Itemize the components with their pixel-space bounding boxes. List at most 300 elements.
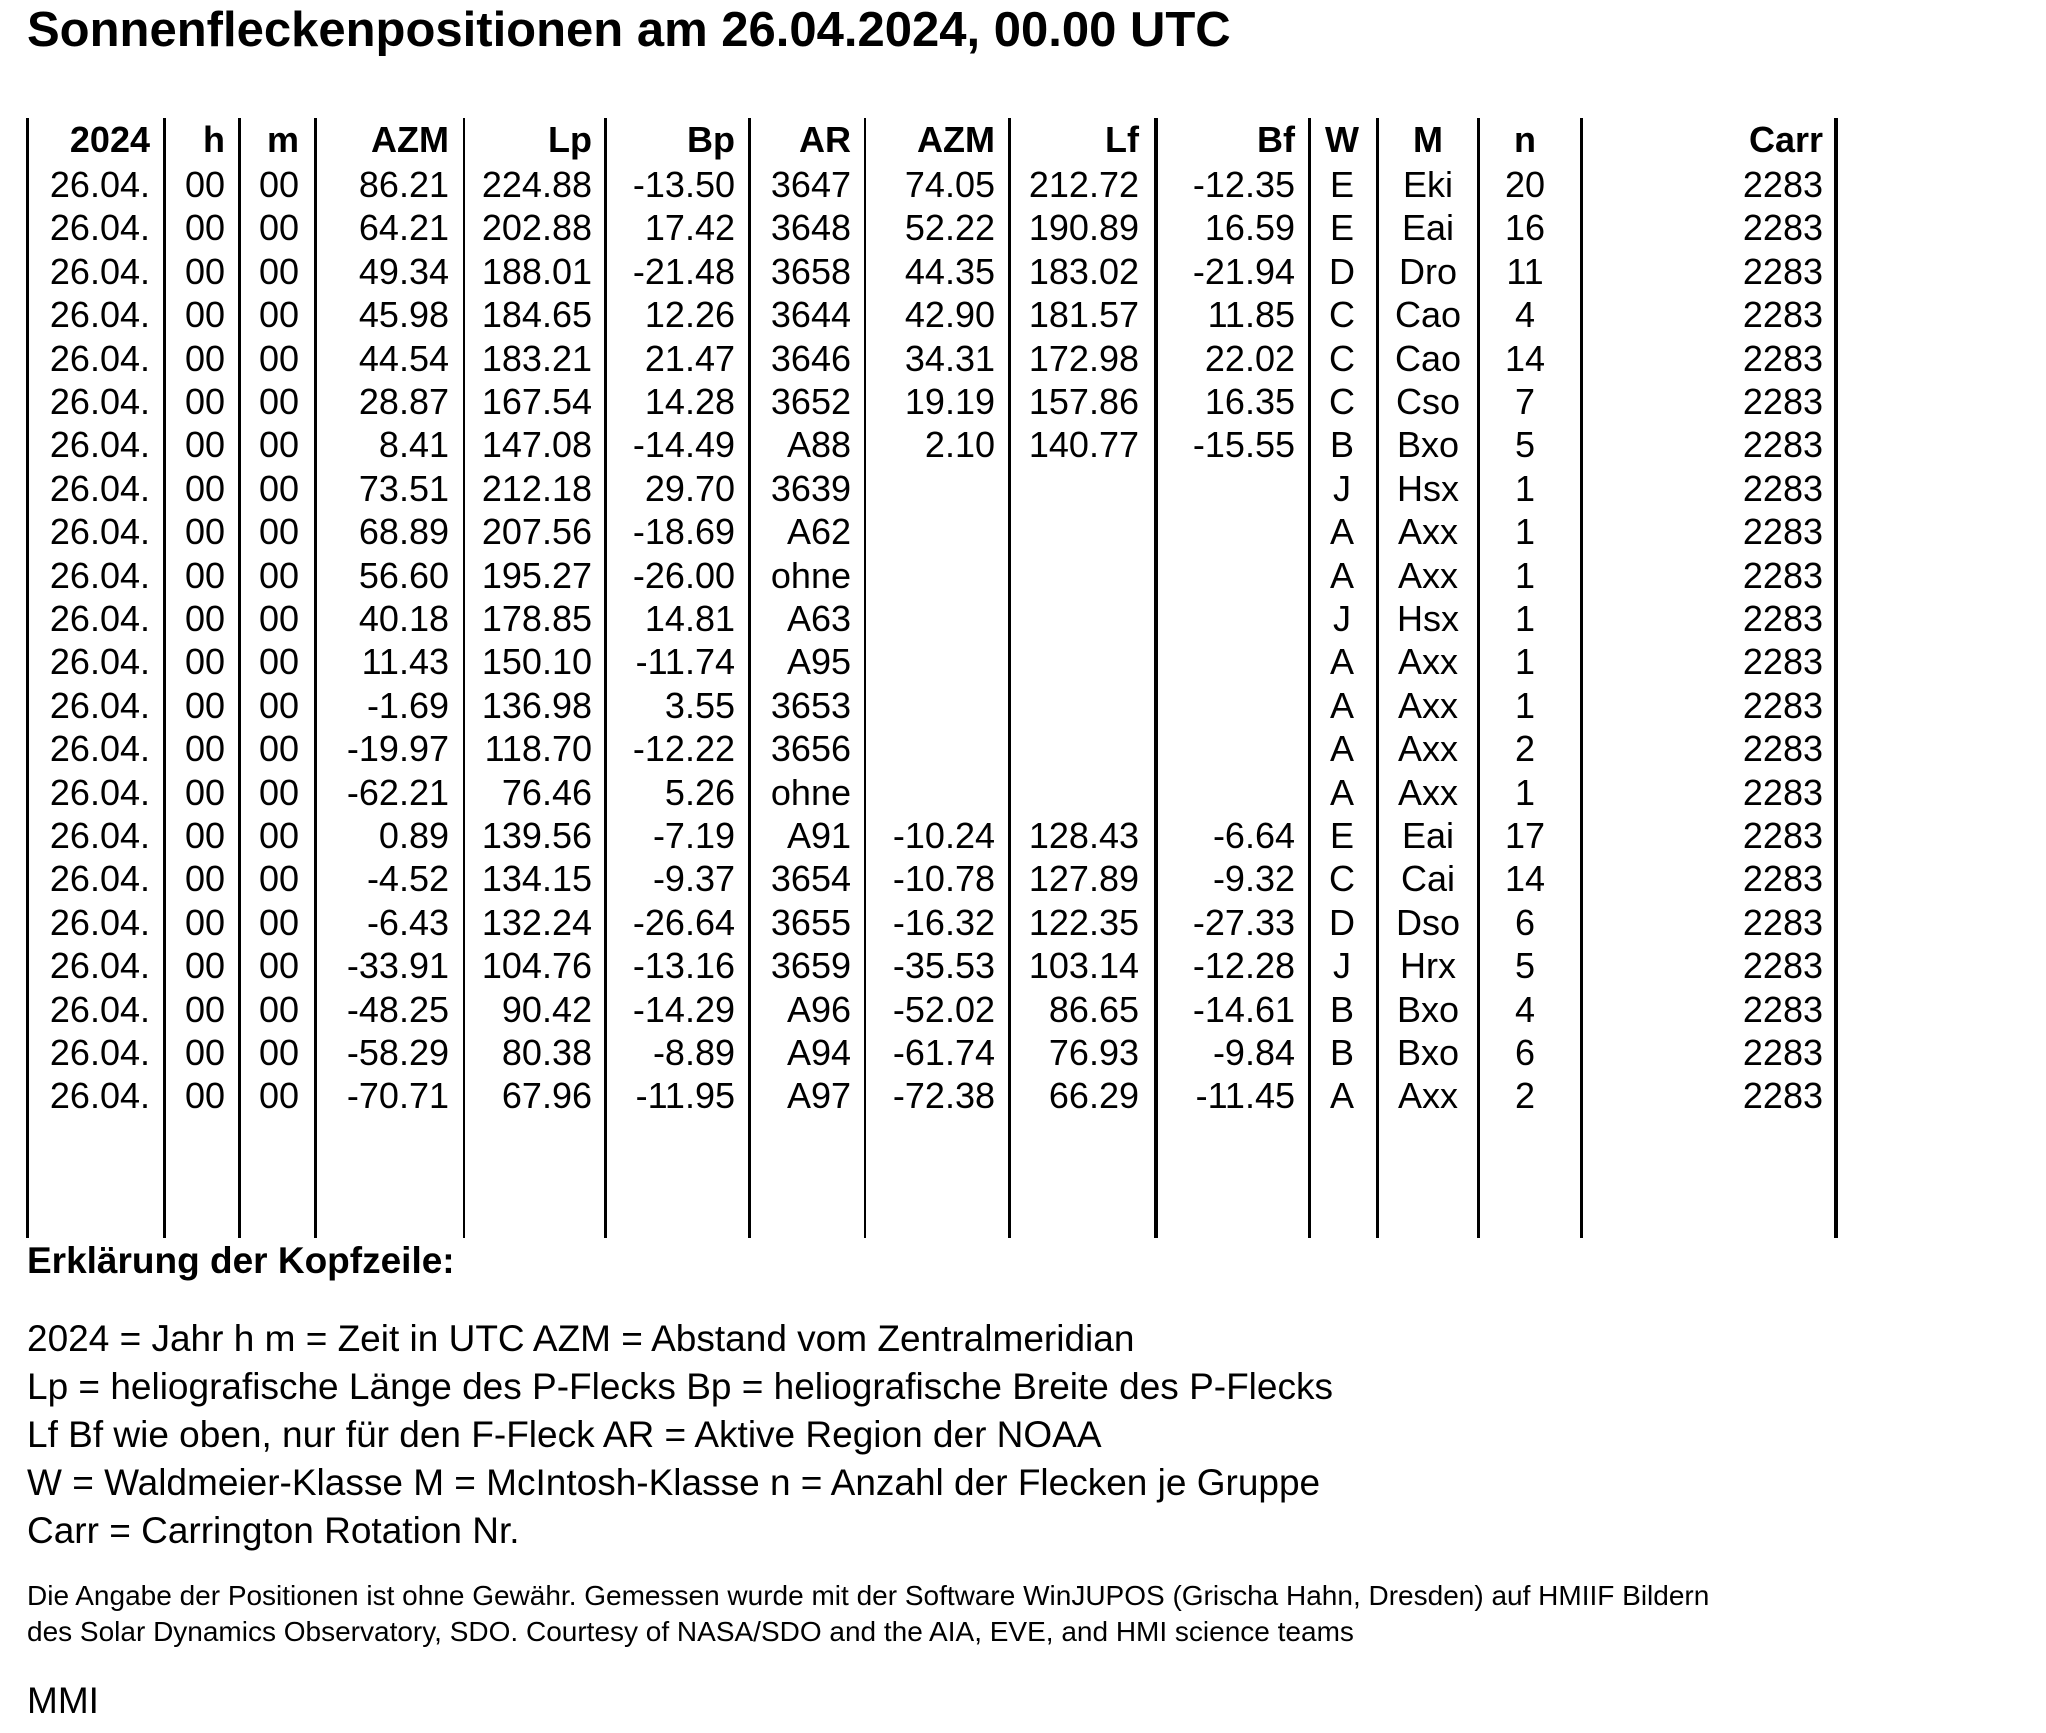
cell-h: 00 bbox=[184, 989, 225, 1030]
column-header-lp: Lp bbox=[548, 119, 592, 160]
cell-carr: 2283 bbox=[1742, 641, 1823, 682]
cell-azm-f: 19.19 bbox=[904, 381, 995, 422]
cell-ar: 3646 bbox=[770, 338, 851, 379]
cell-bp: -11.95 bbox=[635, 1075, 735, 1116]
cell-year: 26.04. bbox=[49, 381, 150, 422]
page-title: Sonnenfleckenpositionen am 26.04.2024, 00.00 UTC bbox=[27, 3, 1231, 57]
cell-m: 00 bbox=[258, 1075, 299, 1116]
cell-bp: 17.42 bbox=[644, 207, 735, 248]
cell-lp: 80.38 bbox=[501, 1032, 592, 1073]
column-header-m-class: M bbox=[1413, 119, 1443, 160]
cell-w: A bbox=[1329, 555, 1354, 596]
column-header-h: h bbox=[203, 119, 225, 160]
column-header-m: m bbox=[266, 119, 299, 160]
cell-n: 1 bbox=[1514, 555, 1536, 596]
cell-lf: 128.43 bbox=[1028, 815, 1139, 856]
cell-bp: -13.50 bbox=[632, 164, 735, 205]
cell-n: 20 bbox=[1504, 164, 1546, 205]
cell-m: 00 bbox=[258, 207, 299, 248]
cell-lf: 140.77 bbox=[1028, 424, 1139, 465]
cell-azm-f: -72.38 bbox=[892, 1075, 995, 1116]
cell-w: A bbox=[1329, 511, 1354, 552]
cell-bp: -11.74 bbox=[635, 641, 735, 682]
cell-m: 00 bbox=[258, 251, 299, 292]
cell-bf: -27.33 bbox=[1192, 902, 1295, 943]
cell-carr: 2283 bbox=[1742, 902, 1823, 943]
cell-ar: A91 bbox=[786, 815, 851, 856]
cell-year: 26.04. bbox=[49, 251, 150, 292]
cell-lp: 212.18 bbox=[481, 468, 592, 509]
cell-lf: 190.89 bbox=[1028, 207, 1139, 248]
cell-n: 7 bbox=[1514, 381, 1536, 422]
cell-azm-p: 56.60 bbox=[358, 555, 449, 596]
legend-line: 2024 = Jahr h m = Zeit in UTC AZM = Abstand vom Zentralmeridian bbox=[27, 1318, 1135, 1359]
column-header-bp: Bp bbox=[687, 119, 735, 160]
cell-m-class: Cso bbox=[1395, 381, 1461, 422]
cell-ar: 3654 bbox=[770, 858, 851, 899]
cell-azm-p: -1.69 bbox=[366, 685, 449, 726]
cell-m: 00 bbox=[258, 468, 299, 509]
cell-azm-p: 64.21 bbox=[358, 207, 449, 248]
cell-h: 00 bbox=[184, 381, 225, 422]
cell-bp: -21.48 bbox=[632, 251, 735, 292]
cell-bf: 11.85 bbox=[1207, 294, 1295, 335]
cell-azm-p: -48.25 bbox=[346, 989, 449, 1030]
cell-azm-f: -10.78 bbox=[892, 858, 995, 899]
cell-year: 26.04. bbox=[49, 555, 150, 596]
cell-azm-f: -61.74 bbox=[892, 1032, 995, 1073]
cell-azm-f: -16.32 bbox=[892, 902, 995, 943]
cell-year: 26.04. bbox=[49, 598, 150, 639]
cell-w: A bbox=[1329, 641, 1354, 682]
cell-h: 00 bbox=[184, 251, 225, 292]
cell-w: D bbox=[1329, 251, 1355, 292]
cell-lf: 103.14 bbox=[1028, 945, 1139, 986]
cell-n: 1 bbox=[1514, 772, 1536, 813]
cell-carr: 2283 bbox=[1742, 511, 1823, 552]
cell-w: E bbox=[1329, 815, 1354, 856]
cell-h: 00 bbox=[184, 338, 225, 379]
cell-azm-p: 8.41 bbox=[378, 424, 449, 465]
cell-m: 00 bbox=[258, 338, 299, 379]
cell-m: 00 bbox=[258, 685, 299, 726]
cell-carr: 2283 bbox=[1742, 164, 1823, 205]
table-row bbox=[26, 686, 1842, 726]
cell-w: A bbox=[1329, 728, 1354, 769]
cell-m: 00 bbox=[258, 555, 299, 596]
cell-lf: 212.72 bbox=[1028, 164, 1139, 205]
cell-azm-p: -70.71 bbox=[346, 1075, 449, 1116]
cell-h: 00 bbox=[184, 511, 225, 552]
cell-bf: -6.64 bbox=[1212, 815, 1295, 856]
cell-h: 00 bbox=[184, 945, 225, 986]
cell-m: 00 bbox=[258, 424, 299, 465]
cell-year: 26.04. bbox=[49, 164, 150, 205]
cell-h: 00 bbox=[184, 598, 225, 639]
cell-n: 1 bbox=[1514, 685, 1536, 726]
cell-azm-f: 42.90 bbox=[904, 294, 995, 335]
cell-m: 00 bbox=[258, 511, 299, 552]
cell-m-class: Axx bbox=[1397, 641, 1458, 682]
legend-line: Carr = Carrington Rotation Nr. bbox=[27, 1510, 520, 1551]
cell-azm-p: 0.89 bbox=[378, 815, 449, 856]
table-row bbox=[26, 512, 1842, 552]
cell-m-class: Hrx bbox=[1400, 945, 1456, 986]
cell-m: 00 bbox=[258, 381, 299, 422]
cell-lf: 181.57 bbox=[1028, 294, 1139, 335]
cell-m: 00 bbox=[258, 815, 299, 856]
cell-bp: 14.81 bbox=[644, 598, 735, 639]
cell-year: 26.04. bbox=[49, 424, 150, 465]
cell-bf: 22.02 bbox=[1204, 338, 1295, 379]
cell-n: 17 bbox=[1504, 815, 1546, 856]
cell-carr: 2283 bbox=[1742, 207, 1823, 248]
cell-n: 4 bbox=[1514, 989, 1536, 1030]
cell-lp: 178.85 bbox=[481, 598, 592, 639]
cell-azm-p: -6.43 bbox=[366, 902, 449, 943]
cell-w: D bbox=[1329, 902, 1355, 943]
cell-m: 00 bbox=[258, 294, 299, 335]
cell-bf: -21.94 bbox=[1192, 251, 1295, 292]
table-row bbox=[26, 165, 1842, 205]
cell-bp: 5.26 bbox=[664, 772, 735, 813]
cell-bf: -9.32 bbox=[1212, 858, 1295, 899]
cell-h: 00 bbox=[184, 207, 225, 248]
table-row bbox=[26, 469, 1842, 509]
cell-m-class: Cai bbox=[1400, 858, 1456, 899]
cell-h: 00 bbox=[184, 468, 225, 509]
cell-lf: 127.89 bbox=[1028, 858, 1139, 899]
cell-n: 5 bbox=[1514, 424, 1536, 465]
cell-bp: -8.89 bbox=[652, 1032, 735, 1073]
cell-m-class: Axx bbox=[1397, 728, 1458, 769]
cell-bp: 3.55 bbox=[664, 685, 735, 726]
cell-w: A bbox=[1329, 685, 1354, 726]
cell-n: 1 bbox=[1514, 511, 1536, 552]
cell-lp: 150.10 bbox=[481, 641, 592, 682]
cell-azm-p: 28.87 bbox=[358, 381, 449, 422]
cell-w: A bbox=[1329, 1075, 1354, 1116]
cell-carr: 2283 bbox=[1742, 1075, 1823, 1116]
cell-n: 4 bbox=[1514, 294, 1536, 335]
cell-ar: 3658 bbox=[770, 251, 851, 292]
cell-ar: 3639 bbox=[770, 468, 851, 509]
cell-carr: 2283 bbox=[1742, 858, 1823, 899]
cell-lp: 147.08 bbox=[481, 424, 592, 465]
cell-ar: A63 bbox=[786, 598, 851, 639]
legend-line: W = Waldmeier-Klasse M = McIntosh-Klasse n = Anzahl der Flecken je Gruppe bbox=[27, 1462, 1321, 1503]
cell-lf: 157.86 bbox=[1028, 381, 1139, 422]
cell-n: 14 bbox=[1504, 338, 1546, 379]
cell-lf: 172.98 bbox=[1028, 338, 1139, 379]
cell-bp: -12.22 bbox=[632, 728, 735, 769]
cell-n: 1 bbox=[1514, 598, 1536, 639]
table-row bbox=[26, 773, 1842, 813]
cell-ar: A62 bbox=[786, 511, 851, 552]
column-header-w: W bbox=[1325, 119, 1359, 160]
table-row bbox=[26, 295, 1842, 335]
cell-w: A bbox=[1329, 772, 1354, 813]
cell-lp: 183.21 bbox=[481, 338, 592, 379]
column-header-carr: Carr bbox=[1748, 119, 1823, 160]
cell-ar: 3653 bbox=[770, 685, 851, 726]
cell-azm-p: -4.52 bbox=[366, 858, 449, 899]
cell-h: 00 bbox=[184, 555, 225, 596]
cell-ar: 3648 bbox=[770, 207, 851, 248]
cell-m-class: Dro bbox=[1398, 251, 1457, 292]
cell-w: B bbox=[1329, 1032, 1354, 1073]
cell-bp: -9.37 bbox=[652, 858, 735, 899]
cell-azm-f: -10.24 bbox=[892, 815, 995, 856]
cell-ar: ohne bbox=[770, 555, 851, 596]
cell-m-class: Axx bbox=[1397, 511, 1458, 552]
cell-m-class: Bxo bbox=[1396, 1032, 1460, 1073]
cell-bf: -12.28 bbox=[1192, 945, 1295, 986]
cell-h: 00 bbox=[184, 1032, 225, 1073]
cell-azm-p: 45.98 bbox=[358, 294, 449, 335]
cell-bp: -13.16 bbox=[632, 945, 735, 986]
table-row bbox=[26, 339, 1842, 379]
cell-carr: 2283 bbox=[1742, 685, 1823, 726]
cell-lf: 183.02 bbox=[1028, 251, 1139, 292]
cell-m-class: Dso bbox=[1395, 902, 1461, 943]
cell-carr: 2283 bbox=[1742, 251, 1823, 292]
cell-bf: -15.55 bbox=[1192, 424, 1295, 465]
cell-lp: 136.98 bbox=[481, 685, 592, 726]
cell-lp: 76.46 bbox=[501, 772, 592, 813]
cell-lp: 67.96 bbox=[501, 1075, 592, 1116]
cell-h: 00 bbox=[184, 294, 225, 335]
cell-m-class: Axx bbox=[1397, 772, 1458, 813]
cell-year: 26.04. bbox=[49, 989, 150, 1030]
table-row bbox=[26, 903, 1842, 943]
cell-w: E bbox=[1329, 207, 1354, 248]
author-signature: MMI bbox=[27, 1680, 99, 1721]
cell-n: 16 bbox=[1504, 207, 1546, 248]
cell-lf: 76.93 bbox=[1048, 1032, 1139, 1073]
cell-m: 00 bbox=[258, 1032, 299, 1073]
cell-lp: 195.27 bbox=[481, 555, 592, 596]
cell-carr: 2283 bbox=[1742, 1032, 1823, 1073]
cell-lp: 207.56 bbox=[481, 511, 592, 552]
cell-azm-f: 34.31 bbox=[904, 338, 995, 379]
cell-carr: 2283 bbox=[1742, 424, 1823, 465]
cell-carr: 2283 bbox=[1742, 381, 1823, 422]
cell-ar: A95 bbox=[786, 641, 851, 682]
cell-ar: A94 bbox=[786, 1032, 851, 1073]
cell-azm-p: -58.29 bbox=[346, 1032, 449, 1073]
cell-year: 26.04. bbox=[49, 772, 150, 813]
cell-m-class: Cao bbox=[1394, 294, 1462, 335]
cell-w: C bbox=[1329, 858, 1355, 899]
cell-lp: 104.76 bbox=[481, 945, 592, 986]
cell-ar: 3647 bbox=[770, 164, 851, 205]
cell-m-class: Cao bbox=[1394, 338, 1462, 379]
column-header-year: 2024 bbox=[69, 119, 150, 160]
cell-year: 26.04. bbox=[49, 815, 150, 856]
cell-bp: 12.26 bbox=[644, 294, 735, 335]
cell-w: J bbox=[1333, 598, 1351, 639]
table-row bbox=[26, 556, 1842, 596]
legend-line: Lf Bf wie oben, nur für den F-Fleck AR = Aktive Region der NOAA bbox=[27, 1414, 1102, 1455]
legend-line: Lp = heliografische Länge des P-Flecks Bp = heliografische Breite des P-Flecks bbox=[27, 1366, 1333, 1407]
cell-n: 14 bbox=[1504, 858, 1546, 899]
cell-azm-f: 74.05 bbox=[904, 164, 995, 205]
cell-azm-p: -62.21 bbox=[346, 772, 449, 813]
cell-w: J bbox=[1333, 945, 1351, 986]
cell-bf: -9.84 bbox=[1212, 1032, 1295, 1073]
cell-lp: 184.65 bbox=[481, 294, 592, 335]
cell-azm-p: -33.91 bbox=[346, 945, 449, 986]
cell-year: 26.04. bbox=[49, 207, 150, 248]
cell-carr: 2283 bbox=[1742, 945, 1823, 986]
cell-year: 26.04. bbox=[49, 468, 150, 509]
cell-carr: 2283 bbox=[1742, 598, 1823, 639]
cell-m-class: Bxo bbox=[1396, 989, 1460, 1030]
cell-azm-f: -52.02 bbox=[892, 989, 995, 1030]
table-row bbox=[26, 1076, 1842, 1116]
cell-azm-p: 11.43 bbox=[361, 641, 449, 682]
sunspot-table bbox=[26, 118, 1842, 1238]
column-header-bf: Bf bbox=[1257, 119, 1295, 160]
cell-carr: 2283 bbox=[1742, 772, 1823, 813]
table-row bbox=[26, 642, 1842, 682]
cell-m-class: Hsx bbox=[1397, 598, 1459, 639]
cell-ar: 3656 bbox=[770, 728, 851, 769]
cell-m-class: Axx bbox=[1397, 685, 1458, 726]
cell-lp: 224.88 bbox=[481, 164, 592, 205]
cell-lp: 132.24 bbox=[481, 902, 592, 943]
cell-bf: 16.59 bbox=[1204, 207, 1295, 248]
cell-lf: 66.29 bbox=[1048, 1075, 1139, 1116]
cell-ar: A97 bbox=[786, 1075, 851, 1116]
cell-m-class: Axx bbox=[1397, 555, 1458, 596]
cell-bf: 16.35 bbox=[1204, 381, 1295, 422]
cell-year: 26.04. bbox=[49, 511, 150, 552]
table-row bbox=[26, 599, 1842, 639]
cell-bp: 29.70 bbox=[644, 468, 735, 509]
column-header-azm-f: AZM bbox=[917, 119, 995, 160]
cell-lf: 122.35 bbox=[1028, 902, 1139, 943]
cell-year: 26.04. bbox=[49, 945, 150, 986]
table-row bbox=[26, 859, 1842, 899]
cell-n: 1 bbox=[1514, 641, 1536, 682]
cell-h: 00 bbox=[184, 685, 225, 726]
cell-w: E bbox=[1329, 164, 1354, 205]
cell-lf: 86.65 bbox=[1048, 989, 1139, 1030]
cell-carr: 2283 bbox=[1742, 555, 1823, 596]
cell-bp: -14.49 bbox=[632, 424, 735, 465]
cell-n: 11 bbox=[1506, 251, 1544, 292]
cell-w: B bbox=[1329, 989, 1354, 1030]
cell-azm-p: 40.18 bbox=[358, 598, 449, 639]
table-row bbox=[26, 252, 1842, 292]
cell-azm-p: -19.97 bbox=[346, 728, 449, 769]
cell-m: 00 bbox=[258, 772, 299, 813]
cell-ar: A88 bbox=[786, 424, 851, 465]
cell-bf: -14.61 bbox=[1192, 989, 1295, 1030]
cell-m: 00 bbox=[258, 858, 299, 899]
cell-m: 00 bbox=[258, 902, 299, 943]
cell-bp: 14.28 bbox=[644, 381, 735, 422]
cell-m: 00 bbox=[258, 641, 299, 682]
cell-azm-f: 2.10 bbox=[924, 424, 995, 465]
table-row bbox=[26, 729, 1842, 769]
cell-w: C bbox=[1329, 338, 1355, 379]
cell-year: 26.04. bbox=[49, 685, 150, 726]
cell-lp: 202.88 bbox=[481, 207, 592, 248]
cell-lp: 90.42 bbox=[501, 989, 592, 1030]
cell-bp: -26.64 bbox=[632, 902, 735, 943]
cell-m: 00 bbox=[258, 598, 299, 639]
cell-azm-p: 68.89 bbox=[358, 511, 449, 552]
table-row bbox=[26, 1033, 1842, 1073]
cell-m: 00 bbox=[258, 989, 299, 1030]
cell-h: 00 bbox=[184, 772, 225, 813]
cell-azm-p: 44.54 bbox=[358, 338, 449, 379]
table-row bbox=[26, 816, 1842, 856]
cell-w: B bbox=[1329, 424, 1354, 465]
cell-n: 1 bbox=[1514, 468, 1536, 509]
column-header-azm-p: AZM bbox=[371, 119, 449, 160]
cell-ar: ohne bbox=[770, 772, 851, 813]
cell-bp: -7.19 bbox=[652, 815, 735, 856]
cell-ar: 3652 bbox=[770, 381, 851, 422]
column-header-lf: Lf bbox=[1105, 119, 1139, 160]
cell-carr: 2283 bbox=[1742, 815, 1823, 856]
cell-m-class: Eai bbox=[1401, 815, 1455, 856]
cell-m-class: Axx bbox=[1397, 1075, 1458, 1116]
cell-ar: 3655 bbox=[770, 902, 851, 943]
cell-ar: 3659 bbox=[770, 945, 851, 986]
cell-w: C bbox=[1329, 294, 1355, 335]
cell-bf: -11.45 bbox=[1195, 1075, 1295, 1116]
cell-h: 00 bbox=[184, 815, 225, 856]
column-header-n: n bbox=[1514, 119, 1536, 160]
cell-year: 26.04. bbox=[49, 858, 150, 899]
cell-h: 00 bbox=[184, 164, 225, 205]
cell-m-class: Hsx bbox=[1397, 468, 1459, 509]
table-row bbox=[26, 990, 1842, 1030]
cell-m: 00 bbox=[258, 945, 299, 986]
disclaimer-line: des Solar Dynamics Observatory, SDO. Courtesy of NASA/SDO and the AIA, EVE, and HMI science teams bbox=[27, 1616, 1354, 1647]
column-header-ar: AR bbox=[799, 119, 851, 160]
cell-bp: 21.47 bbox=[644, 338, 735, 379]
cell-m-class: Bxo bbox=[1396, 424, 1460, 465]
cell-w: C bbox=[1329, 381, 1355, 422]
cell-azm-p: 86.21 bbox=[358, 164, 449, 205]
cell-lp: 134.15 bbox=[481, 858, 592, 899]
cell-bp: -14.29 bbox=[632, 989, 735, 1030]
cell-year: 26.04. bbox=[49, 641, 150, 682]
cell-lp: 118.70 bbox=[484, 728, 592, 769]
cell-carr: 2283 bbox=[1742, 989, 1823, 1030]
legend-title: Erklärung der Kopfzeile: bbox=[27, 1240, 455, 1281]
cell-lp: 139.56 bbox=[481, 815, 592, 856]
cell-azm-f: 44.35 bbox=[904, 251, 995, 292]
cell-carr: 2283 bbox=[1742, 338, 1823, 379]
disclaimer-line: Die Angabe der Positionen ist ohne Gewähr. Gemessen wurde mit der Software WinJUPOS (Grischa Hahn, Dresden) auf HMIIF Bildern bbox=[27, 1580, 1710, 1611]
cell-h: 00 bbox=[184, 728, 225, 769]
cell-m: 00 bbox=[258, 164, 299, 205]
cell-bp: -18.69 bbox=[632, 511, 735, 552]
cell-carr: 2283 bbox=[1742, 468, 1823, 509]
cell-azm-p: 49.34 bbox=[358, 251, 449, 292]
cell-m-class: Eki bbox=[1402, 164, 1453, 205]
table-row bbox=[26, 208, 1842, 248]
cell-ar: 3644 bbox=[770, 294, 851, 335]
cell-azm-p: 73.51 bbox=[358, 468, 449, 509]
